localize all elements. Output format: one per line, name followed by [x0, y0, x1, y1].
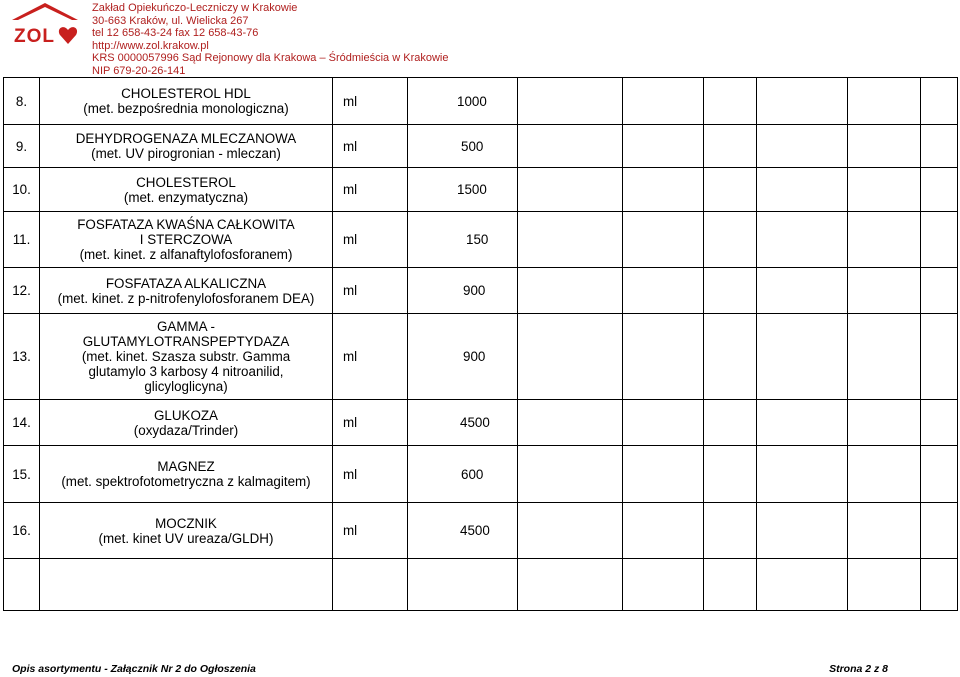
contact-line: KRS 0000057996 Sąd Rejonowy dla Krakowa – Śródmieścia w Krakowie	[92, 52, 449, 65]
item-name-line: (met. UV pirogronian - mleczan)	[91, 146, 281, 161]
unit-cell: ml	[333, 400, 408, 446]
svg-text:ZOL: ZOL	[14, 26, 55, 47]
empty-cell[interactable]	[757, 446, 848, 503]
item-name-cell	[40, 268, 333, 314]
empty-cell[interactable]	[623, 268, 704, 314]
empty-cell[interactable]	[518, 314, 623, 400]
row-number: 16.	[4, 503, 40, 559]
empty-cell[interactable]	[623, 446, 704, 503]
row-number	[4, 559, 40, 611]
quantity-cell: 900	[408, 314, 518, 400]
item-name-line: DEHYDROGENAZA MLECZANOWA	[75, 131, 297, 146]
table-row	[4, 268, 958, 314]
table-row	[4, 125, 958, 168]
table-row	[4, 559, 958, 611]
table-row	[4, 400, 958, 446]
quantity-cell: 900	[408, 268, 518, 314]
empty-cell[interactable]	[623, 125, 704, 168]
quantity-cell: 1500	[408, 168, 518, 212]
item-name-line: glutamylo 3 karbosy 4 nitroanilid,	[88, 364, 284, 379]
empty-cell[interactable]	[921, 78, 958, 125]
letterhead	[0, 0, 960, 76]
item-name-line: (met. kinet. z p-nitrofenylofosforanem DEA)	[57, 290, 315, 306]
empty-cell[interactable]	[757, 168, 848, 212]
item-name-cell	[40, 125, 333, 168]
empty-cell[interactable]	[704, 314, 757, 400]
empty-cell[interactable]	[518, 125, 623, 168]
empty-cell[interactable]	[704, 268, 757, 314]
item-name-line: GLUKOZA	[154, 407, 218, 423]
item-name-line: (met. bezpośrednia monologiczna)	[83, 101, 289, 116]
contact-line: tel 12 658-43-24 fax 12 658-43-76	[92, 27, 259, 40]
item-name-cell	[40, 446, 333, 503]
empty-cell[interactable]	[921, 125, 958, 168]
empty-cell[interactable]	[623, 400, 704, 446]
empty-cell[interactable]	[623, 503, 704, 559]
empty-cell[interactable]	[518, 212, 623, 268]
empty-cell[interactable]	[518, 446, 623, 503]
row-number: 9.	[4, 125, 40, 168]
unit-cell: ml	[333, 212, 408, 268]
empty-cell[interactable]	[623, 168, 704, 212]
quantity-cell: 4500	[408, 503, 518, 559]
quantity-cell	[408, 559, 518, 611]
quantity-cell: 600	[408, 446, 518, 503]
zol-logo	[8, 2, 82, 48]
table-body	[4, 78, 958, 611]
empty-cell[interactable]	[518, 503, 623, 559]
empty-cell[interactable]	[848, 400, 921, 446]
empty-cell[interactable]	[848, 314, 921, 400]
table-row	[4, 503, 958, 559]
contact-block	[92, 2, 448, 78]
contact-line: 30-663 Kraków, ul. Wielicka 267	[92, 14, 249, 27]
unit-cell: ml	[333, 314, 408, 400]
footer-attachment-label: Opis asortymentu - Załącznik Nr 2 do Ogłoszenia	[12, 663, 256, 675]
item-name-cell	[40, 314, 333, 400]
empty-cell[interactable]	[757, 78, 848, 125]
item-name-line: CHOLESTEROL HDL	[121, 86, 251, 101]
empty-cell[interactable]	[623, 314, 704, 400]
empty-cell[interactable]	[757, 400, 848, 446]
empty-cell[interactable]	[848, 78, 921, 125]
unit-cell: ml	[333, 78, 408, 125]
empty-cell[interactable]	[757, 503, 848, 559]
item-name-line: (met. kinet. z alfanaftylofosforanem)	[79, 247, 293, 262]
empty-cell[interactable]	[848, 559, 921, 611]
empty-cell[interactable]	[921, 503, 958, 559]
empty-cell[interactable]	[757, 314, 848, 400]
quantity-cell: 1000	[408, 78, 518, 125]
empty-cell[interactable]	[848, 168, 921, 212]
empty-cell[interactable]	[623, 78, 704, 125]
empty-cell[interactable]	[848, 503, 921, 559]
item-name-cell	[40, 212, 333, 268]
item-name-line: (oxydaza/Trinder)	[133, 422, 239, 438]
empty-cell[interactable]	[518, 168, 623, 212]
empty-cell[interactable]	[518, 400, 623, 446]
empty-cell[interactable]	[704, 446, 757, 503]
empty-cell[interactable]	[921, 559, 958, 611]
item-name-line: (met. kinet UV ureaza/GLDH)	[98, 530, 274, 546]
empty-cell[interactable]	[704, 559, 757, 611]
empty-cell[interactable]	[921, 168, 958, 212]
unit-cell: ml	[333, 446, 408, 503]
row-number: 14.	[4, 400, 40, 446]
empty-cell[interactable]	[623, 559, 704, 611]
empty-cell[interactable]	[704, 503, 757, 559]
empty-cell[interactable]	[757, 125, 848, 168]
row-number: 11.	[4, 212, 40, 268]
empty-cell[interactable]	[757, 212, 848, 268]
empty-cell[interactable]	[704, 78, 757, 125]
item-name-line: FOSFATAZA KWAŚNA CAŁKOWITA	[77, 217, 295, 232]
empty-cell[interactable]	[921, 212, 958, 268]
footer-page-number: Strona 2 z 8	[829, 663, 888, 675]
empty-cell[interactable]	[518, 559, 623, 611]
empty-cell[interactable]	[704, 125, 757, 168]
empty-cell[interactable]	[704, 212, 757, 268]
item-name-line: (met. spektrofotometryczna z kalmagitem)	[61, 474, 311, 489]
empty-cell[interactable]	[921, 268, 958, 314]
item-name-line: FOSFATAZA ALKALICZNA	[105, 275, 267, 291]
unit-cell	[333, 559, 408, 611]
empty-cell[interactable]	[757, 559, 848, 611]
empty-cell[interactable]	[921, 400, 958, 446]
item-name-line: GLUTAMYLOTRANSPEPTYDAZA	[82, 334, 290, 349]
item-name-line: GAMMA -	[156, 319, 216, 334]
table-row	[4, 314, 958, 400]
item-name-cell	[40, 400, 333, 446]
empty-cell[interactable]	[704, 400, 757, 446]
empty-cell[interactable]	[518, 78, 623, 125]
row-number: 12.	[4, 268, 40, 314]
empty-cell[interactable]	[623, 212, 704, 268]
table-row	[4, 446, 958, 503]
row-number: 8.	[4, 78, 40, 125]
empty-cell[interactable]	[518, 268, 623, 314]
unit-cell: ml	[333, 503, 408, 559]
item-name-cell	[40, 168, 333, 212]
empty-cell[interactable]	[848, 446, 921, 503]
contact-line: Zakład Opiekuńczo-Leczniczy w Krakowie	[92, 2, 298, 14]
quantity-cell: 150	[408, 212, 518, 268]
quantity-cell: 500	[408, 125, 518, 168]
empty-cell[interactable]	[921, 314, 958, 400]
item-name-cell	[40, 503, 333, 559]
empty-cell[interactable]	[848, 125, 921, 168]
item-name-line: MAGNEZ	[157, 459, 215, 474]
empty-cell[interactable]	[848, 212, 921, 268]
contact-line: NIP 679-20-26-141	[92, 64, 186, 77]
item-name-line: glicyloglicyna)	[144, 379, 228, 394]
row-number: 13.	[4, 314, 40, 400]
empty-cell[interactable]	[921, 446, 958, 503]
table-row	[4, 212, 958, 268]
item-name-line: CHOLESTEROL	[136, 174, 236, 190]
empty-cell[interactable]	[757, 268, 848, 314]
table-row	[4, 78, 958, 125]
unit-cell: ml	[333, 125, 408, 168]
assortment-table	[3, 77, 958, 611]
row-number: 10.	[4, 168, 40, 212]
unit-cell: ml	[333, 268, 408, 314]
empty-cell[interactable]	[704, 168, 757, 212]
item-name-line: (met. enzymatyczna)	[123, 189, 249, 205]
table-row	[4, 168, 958, 212]
row-number: 15.	[4, 446, 40, 503]
contact-line[interactable]: http://www.zol.krakow.pl	[92, 39, 209, 52]
empty-cell[interactable]	[848, 268, 921, 314]
unit-cell: ml	[333, 168, 408, 212]
item-name-line: (met. kinet. Szasza substr. Gamma	[81, 349, 291, 364]
quantity-cell: 4500	[408, 400, 518, 446]
item-name-line: I STERCZOWA	[139, 232, 233, 247]
item-name-line: MOCZNIK	[155, 515, 217, 531]
item-name-cell	[40, 559, 333, 611]
item-name-cell	[40, 78, 333, 125]
